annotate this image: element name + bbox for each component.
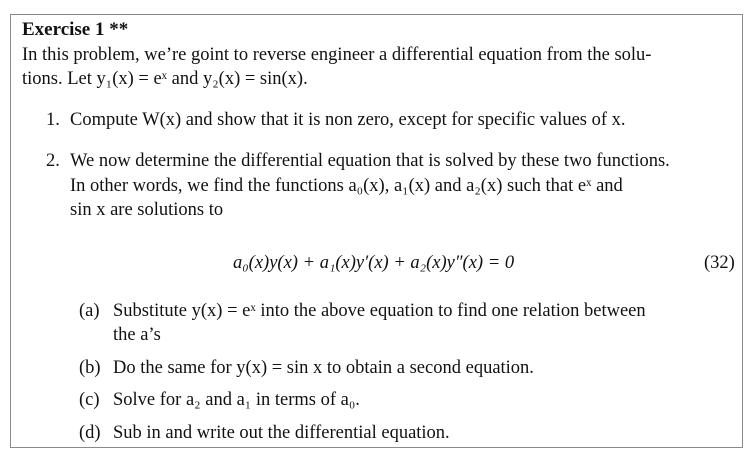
item-2-line-3: sin x are solutions to [70, 200, 224, 220]
item-2-line-1: We now determine the differential equation that is solved by these two functions. [70, 151, 670, 171]
subitem-a-label: (a) [79, 301, 100, 321]
subitem-d-label: (d) [79, 423, 101, 443]
item-1-text: Compute W(x) and show that it is non zero, except for specific values of x. [70, 110, 626, 130]
item-1-label: 1. [46, 110, 60, 130]
subitem-c-text: Solve for a₂ and a₁ in terms of a₀. [113, 390, 360, 410]
display-equation: a₀(x)y(x) + a₁(x)y′(x) + a₂(x)y″(x) = 0 [233, 253, 515, 273]
equation-number: (32) [704, 253, 735, 273]
intro-line-2: tions. Let y₁(x) = eˣ and y₂(x) = sin(x). [22, 69, 308, 89]
subitem-b-text: Do the same for y(x) = sin x to obtain a second equation. [113, 358, 534, 378]
subitem-a-line-1: Substitute y(x) = eˣ into the above equation to find one relation between [113, 301, 646, 321]
item-2-label: 2. [46, 151, 60, 171]
subitem-a-line-2: the a’s [113, 325, 161, 345]
subitem-b-label: (b) [79, 358, 101, 378]
subitem-c-label: (c) [79, 390, 100, 410]
intro-line-1: In this problem, we’re goint to reverse engineer a differential equation from the solu- [22, 45, 652, 65]
exercise-heading: Exercise 1 ** [22, 19, 129, 40]
subitem-d-text: Sub in and write out the differential equation. [113, 423, 450, 443]
item-2-line-2: In other words, we find the functions a₀(x), a₁(x) and a₂(x) such that eˣ and [70, 176, 623, 196]
